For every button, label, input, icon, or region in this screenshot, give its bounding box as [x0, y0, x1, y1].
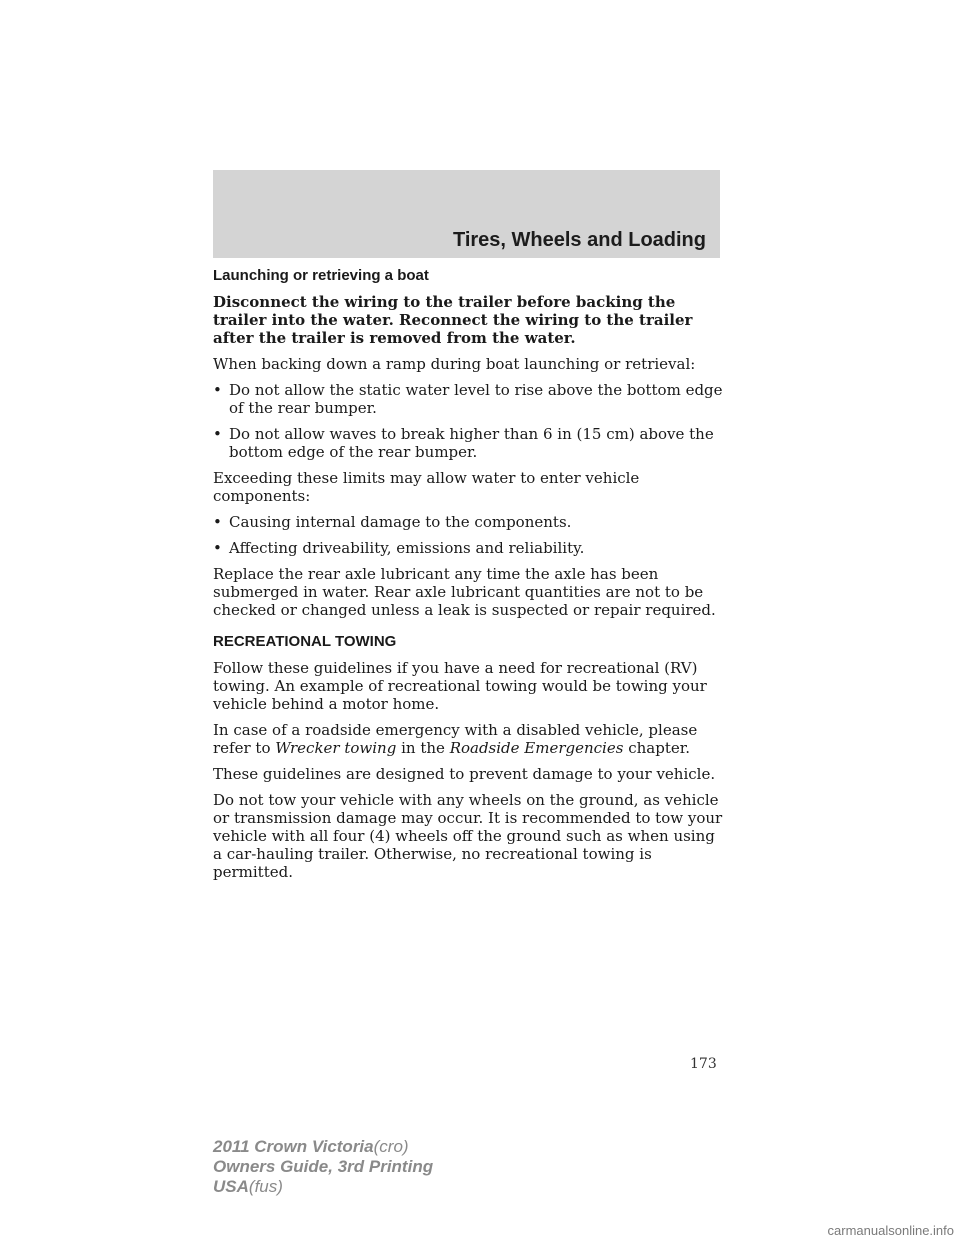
page-number: 173: [690, 1056, 717, 1072]
bullet-icon: •: [213, 381, 222, 399]
list-item: [213, 513, 723, 531]
bullet-text: Causing internal damage to the components.: [229, 513, 572, 531]
bullet-text: Do not allow the static water level to rise above the bottom edge of the rear bumper.: [229, 381, 723, 417]
list-item: [213, 381, 723, 417]
backing-intro: When backing down a ramp during boat launching or retrieval:: [213, 355, 696, 373]
wrecker-towing-reference: Wrecker towing: [275, 739, 397, 757]
watermark-link[interactable]: carmanualsonline.info: [827, 1223, 954, 1238]
footer-model: 2011 Crown Victoria: [213, 1137, 374, 1156]
list-item: [213, 425, 723, 461]
rv-towing-text: Follow these guidelines if you have a need for recreational (RV) towing. An example of recreational towing would be towing your vehicle behind a motor home.: [213, 659, 707, 713]
bullet-text: Affecting driveability, emissions and reliability.: [229, 539, 585, 557]
emergency-suffix: chapter.: [628, 739, 691, 757]
bullet-icon: •: [213, 513, 222, 531]
page-content: [213, 262, 723, 889]
axle-lubricant-text: Replace the rear axle lubricant any time the axle has been submerged in water. Rear axle lubricant quantities are not to be checked or changed unless a leak is suspected or repair required.: [213, 565, 716, 619]
footer-line-1: [213, 1137, 433, 1157]
footer-model-code: (cro): [373, 1137, 409, 1156]
footer-line-3: [213, 1177, 433, 1197]
roadside-emergencies-reference: Roadside Emergencies: [449, 739, 624, 757]
bullet-icon: •: [213, 539, 222, 557]
emergency-mid: in the: [401, 739, 445, 757]
tow-text: Do not tow your vehicle with any wheels on the ground, as vehicle or transmission damage may occur. It is recommended to tow your vehicle with all four (4) wheels off the ground such as when using a car-hauling trailer. Otherwise, no recreational towing is permitted.: [213, 791, 723, 881]
backing-bullet-list: [213, 381, 723, 461]
wiring-warning: Disconnect the wiring to the trailer before backing the trailer into the water. Reconnect the wiring to the trailer after the trailer is removed from the water.: [213, 293, 693, 347]
footer-market-code: (fus): [248, 1177, 283, 1196]
limits-bullet-list: [213, 513, 723, 557]
bullet-text: Do not allow waves to break higher than 6 in (15 cm) above the bottom edge of the rear bumper.: [229, 425, 714, 461]
heading-recreational-towing: RECREATIONAL TOWING: [213, 633, 397, 650]
document-footer: [213, 1137, 433, 1197]
limits-intro: Exceeding these limits may allow water to enter vehicle components:: [213, 469, 640, 505]
footer-market: USA: [213, 1177, 249, 1196]
emergency-prefix: In case of a roadside emergency with a disabled vehicle, please refer to: [213, 721, 698, 757]
guidelines-text: These guidelines are designed to prevent damage to your vehicle.: [213, 765, 716, 783]
footer-line-2: Owners Guide, 3rd Printing: [213, 1157, 434, 1176]
chapter-header-band: [213, 170, 720, 258]
emergency-reference: [213, 721, 723, 757]
heading-boat-launch: Launching or retrieving a boat: [213, 267, 429, 284]
bullet-icon: •: [213, 425, 222, 443]
list-item: [213, 539, 723, 557]
chapter-title: Tires, Wheels and Loading: [452, 229, 706, 251]
